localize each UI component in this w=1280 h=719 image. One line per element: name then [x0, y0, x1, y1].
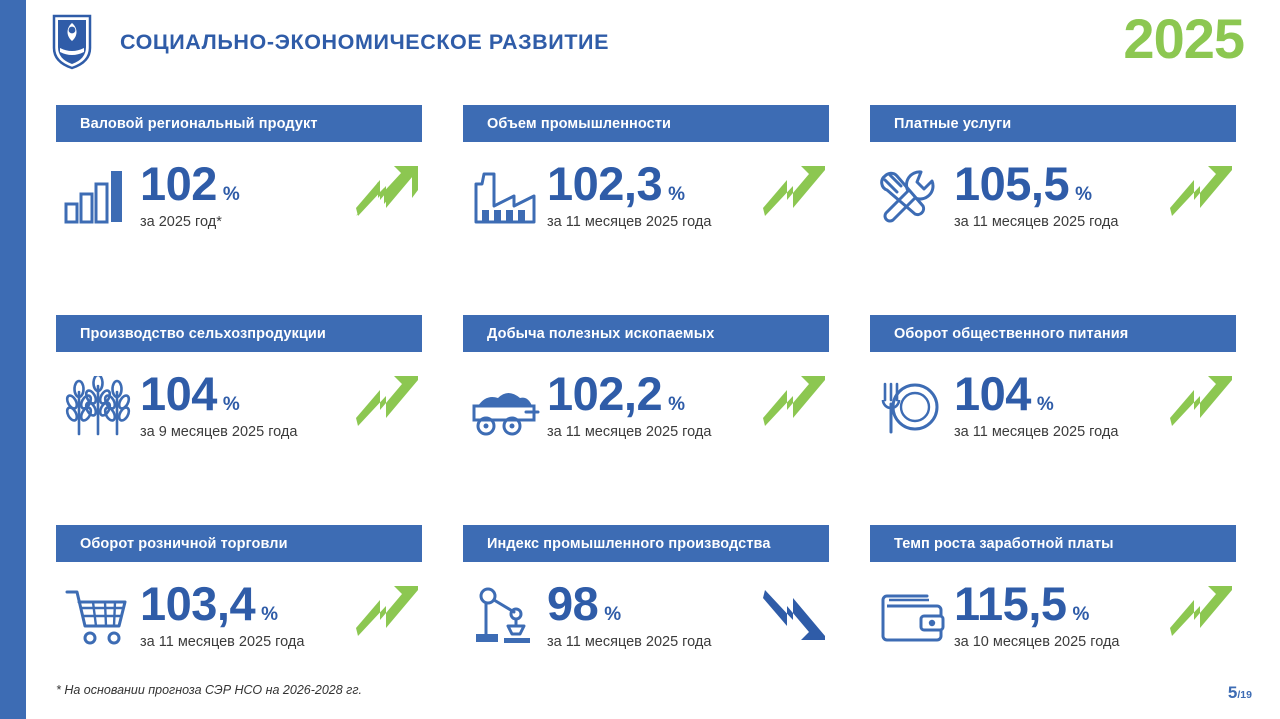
indicator-period: за 10 месяцев 2025 года [954, 633, 1120, 650]
indicator-card [463, 315, 829, 525]
indicator-period: за 11 месяцев 2025 года [547, 423, 712, 440]
page-current: 5 [1227, 683, 1238, 702]
card-title: Оборот общественного питания [870, 315, 1236, 352]
indicator-unit: % [604, 604, 622, 625]
tools-icon [870, 160, 954, 228]
card-title: Валовой региональный продукт [56, 105, 422, 142]
indicator-period: за 11 месяцев 2025 года [954, 213, 1119, 230]
indicator-card [870, 315, 1236, 525]
card-title: Темп роста заработной платы [870, 525, 1236, 562]
bar-chart-icon [56, 160, 140, 228]
indicator-unit: % [668, 184, 686, 205]
trend-up-arrow-icon [1168, 584, 1234, 642]
card-body [463, 577, 829, 700]
indicator-period: за 11 месяцев 2025 года [547, 633, 712, 650]
indicator-period: за 11 месяцев 2025 года [954, 423, 1119, 440]
indicator-value: 115,5 [954, 577, 1067, 630]
indicator-period: за 11 месяцев 2025 года [547, 213, 712, 230]
indicator-card [870, 525, 1236, 719]
indicator-value: 102,2 [547, 367, 663, 420]
wallet-icon [870, 580, 954, 648]
slide-header [26, 0, 1280, 84]
trend-up-arrow-icon [1168, 164, 1234, 222]
indicator-period: за 2025 год* [140, 213, 222, 230]
indicator-card [56, 315, 422, 525]
trend-up-arrow-icon [761, 164, 827, 222]
card-body [56, 577, 422, 700]
shopping-cart-icon [56, 580, 140, 648]
page-number [1228, 683, 1252, 703]
card-body [870, 367, 1236, 490]
indicator-unit: % [1036, 394, 1054, 415]
indicator-unit: % [222, 184, 240, 205]
indicator-period: за 9 месяцев 2025 года [140, 423, 298, 440]
year-label: 2025 [1123, 7, 1244, 70]
trend-up-arrow-icon [354, 584, 420, 642]
card-title: Объем промышленности [463, 105, 829, 142]
indicator-value: 98 [547, 577, 599, 630]
trend-down-arrow-icon [761, 584, 827, 642]
card-title: Индекс промышленного производства [463, 525, 829, 562]
indicator-card [463, 105, 829, 315]
card-title: Добыча полезных ископаемых [463, 315, 829, 352]
indicator-grid [56, 105, 1236, 719]
indicator-value: 104 [954, 367, 1031, 420]
wheat-icon [56, 370, 140, 438]
page-title: СОЦИАЛЬНО-ЭКОНОМИЧЕСКОЕ РАЗВИТИЕ [120, 29, 610, 54]
card-body [56, 157, 422, 280]
indicator-card [870, 105, 1236, 315]
indicator-unit: % [222, 394, 240, 415]
page-total: /19 [1237, 689, 1252, 701]
indicator-value: 104 [140, 367, 217, 420]
card-body [463, 367, 829, 490]
footnote: * На основании прогноза СЭР НСО на 2026-2028 гг. [56, 683, 362, 697]
card-title: Оборот розничной торговли [56, 525, 422, 562]
trend-up-arrow-icon [1168, 374, 1234, 432]
indicator-value: 102 [140, 157, 217, 210]
indicator-unit: % [668, 394, 686, 415]
indicator-card [463, 525, 829, 719]
trend-up-arrow-icon [761, 374, 827, 432]
indicator-value: 103,4 [140, 577, 256, 630]
indicator-unit: % [1072, 604, 1090, 625]
card-body [870, 577, 1236, 700]
factory-icon [463, 160, 547, 228]
indicator-value: 105,5 [954, 157, 1070, 210]
indicator-unit: % [261, 604, 279, 625]
dump-truck-icon [463, 370, 547, 438]
trend-up-arrow-icon [354, 164, 420, 222]
plate-fork-icon [870, 370, 954, 438]
indicator-card [56, 105, 422, 315]
left-accent-bar [0, 0, 26, 719]
card-title: Производство сельхозпродукции [56, 315, 422, 352]
card-body [870, 157, 1236, 280]
indicator-value: 102,3 [547, 157, 663, 210]
trend-up-arrow-icon [354, 374, 420, 432]
indicator-period: за 11 месяцев 2025 года [140, 633, 305, 650]
robot-arm-icon [463, 580, 547, 648]
card-title: Платные услуги [870, 105, 1236, 142]
card-body [463, 157, 829, 280]
card-body [56, 367, 422, 490]
coat-of-arms-icon [50, 14, 94, 70]
indicator-unit: % [1075, 184, 1093, 205]
